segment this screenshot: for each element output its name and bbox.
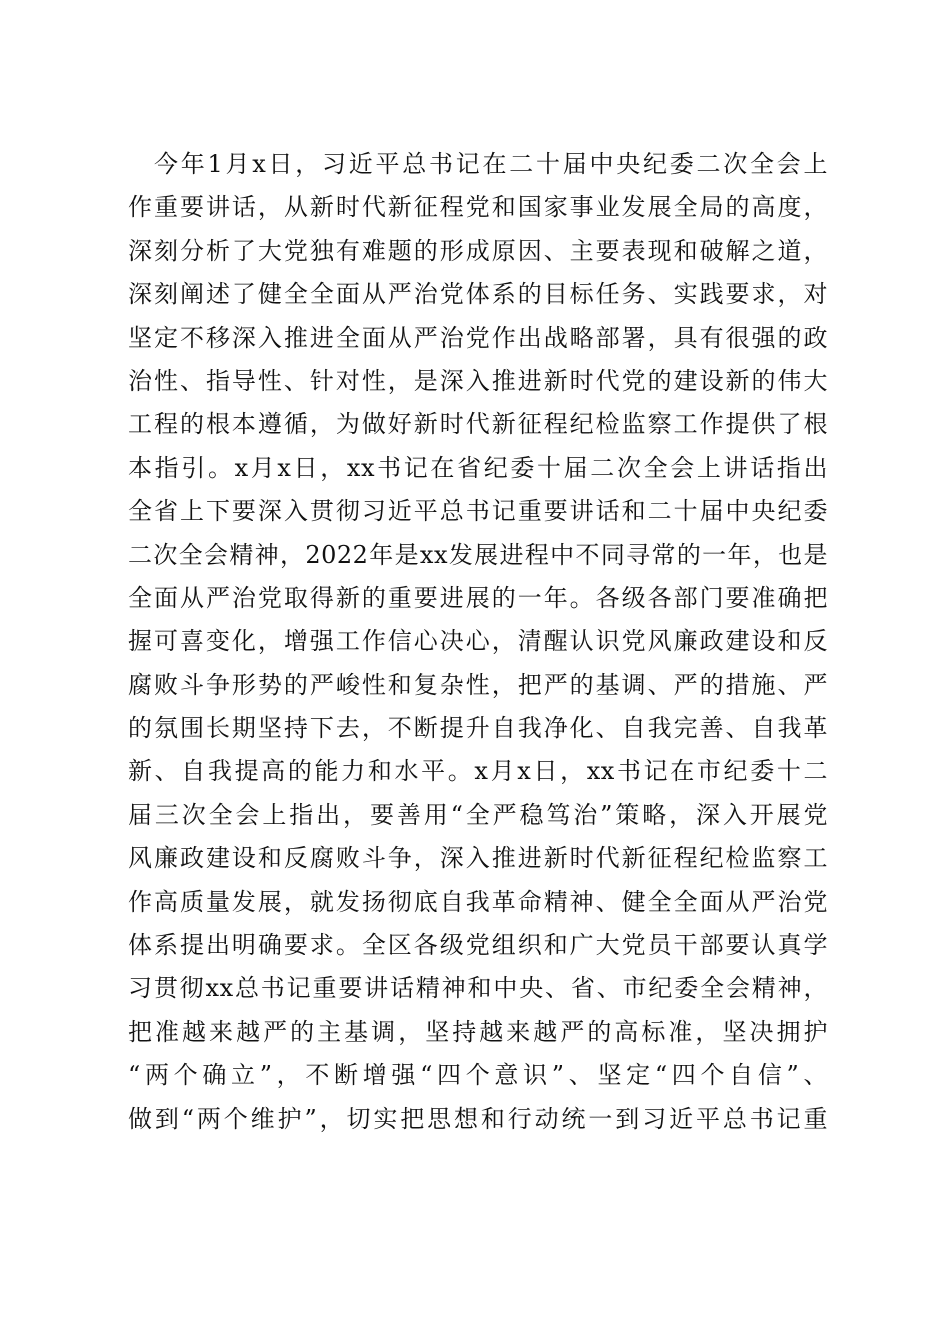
paragraph-line: 作高质量发展，就发扬彻底自我革命精神、健全全面从严治党	[128, 887, 828, 916]
paragraph-line: 工程的根本遵循，为做好新时代新征程纪检监察工作提供了根	[128, 410, 828, 439]
paragraph-line: 新、自我提高的能力和水平。x月x日，xx书记在市纪委十二	[128, 757, 828, 786]
paragraph-line: 全省上下要深入贯彻习近平总书记重要讲话和二十届中央纪委	[128, 497, 828, 526]
paragraph-line: 作重要讲话，从新时代新征程党和国家事业发展全局的高度，	[128, 193, 828, 222]
paragraph-line: 全面从严治党取得新的重要进展的一年。各级各部门要准确把	[128, 583, 828, 612]
paragraph-line: 把准越来越严的主基调，坚持越来越严的高标准，坚决拥护	[128, 1017, 828, 1046]
paragraph-line: 深刻阐述了健全全面从严治党体系的目标任务、实践要求，对	[128, 280, 828, 309]
paragraph-line: “两个确立”，不断增强“四个意识”、坚定“四个自信”、	[128, 1061, 828, 1090]
paragraph-line: 风廉政建设和反腐败斗争，深入推进新时代新征程纪检监察工	[128, 844, 828, 873]
paragraph-line: 的氛围长期坚持下去，不断提升自我净化、自我完善、自我革	[128, 714, 828, 743]
body-paragraph	[128, 143, 828, 1141]
paragraph-line: 体系提出明确要求。全区各级党组织和广大党员干部要认真学	[128, 931, 828, 960]
paragraph-line: 治性、指导性、针对性，是深入推进新时代党的建设新的伟大	[128, 366, 828, 395]
paragraph-line: 腐败斗争形势的严峻性和复杂性，把严的基调、严的措施、严	[128, 670, 828, 699]
paragraph-line: 握可喜变化，增强工作信心决心，清醒认识党风廉政建设和反	[128, 627, 828, 656]
paragraph-line: 坚定不移深入推进全面从严治党作出战略部署，具有很强的政	[128, 323, 828, 352]
paragraph-line: 本指引。x月x日，xx书记在省纪委十届二次全会上讲话指出	[128, 453, 828, 482]
paragraph-line: 做到“两个维护”，切实把思想和行动统一到习近平总书记重	[128, 1104, 828, 1133]
paragraph-line: 今年1月x日，习近平总书记在二十届中央纪委二次全会上	[154, 150, 828, 178]
paragraph-line: 习贯彻xx总书记重要讲话精神和中央、省、市纪委全会精神，	[128, 974, 828, 1003]
paragraph-line: 深刻分析了大党独有难题的形成原因、主要表现和破解之道，	[128, 236, 828, 265]
paragraph-line: 届三次全会上指出，要善用“全严稳笃治”策略，深入开展党	[128, 800, 828, 829]
paragraph-line: 二次全会精神，2022年是xx发展进程中不同寻常的一年，也是	[128, 540, 828, 569]
